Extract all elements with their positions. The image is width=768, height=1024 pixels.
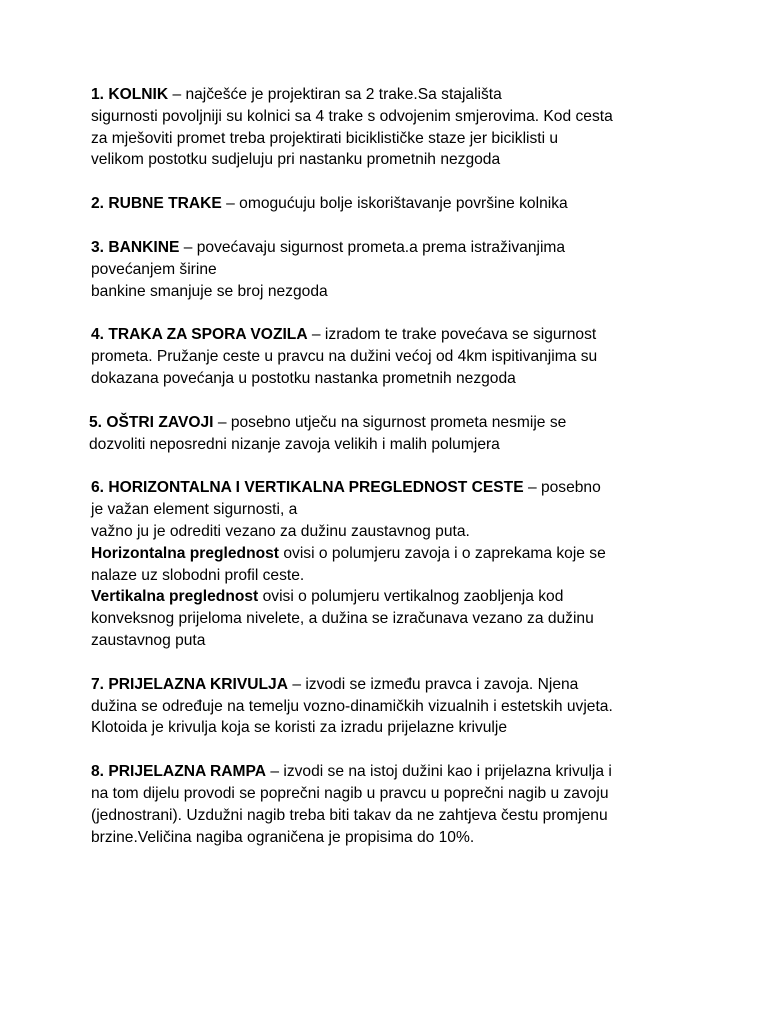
text-line bbox=[89, 412, 718, 434]
bold-run: 8. PRIJELAZNA RAMPA bbox=[91, 763, 267, 781]
text-line bbox=[91, 237, 718, 259]
text-run: ovisi o polumjeru vertikalnog zaobljenja kod bbox=[258, 588, 564, 606]
text-run: – posebno bbox=[523, 479, 601, 497]
text-line bbox=[91, 805, 718, 827]
text-line bbox=[91, 149, 718, 171]
bold-run: 3. BANKINE bbox=[91, 238, 180, 256]
text-run: Klotoida je krivulja koja se koristi za izradu prijelazne krivulje bbox=[91, 719, 508, 737]
text-line bbox=[91, 106, 718, 128]
text-run: sigurnosti povoljniji su kolnici sa 4 trake s odvojenim smjerovima. Kod cesta bbox=[91, 107, 613, 125]
text-line bbox=[91, 521, 718, 543]
bold-run: 7. PRIJELAZNA KRIVULJA bbox=[91, 675, 288, 693]
text-run: – povećavaju sigurnost prometa.a prema istraživanjima bbox=[179, 238, 566, 256]
text-run: velikom postotku sudjeluju pri nastanku prometnih nezgoda bbox=[91, 151, 501, 169]
text-line bbox=[91, 84, 718, 106]
bold-run: 4. TRAKA ZA SPORA VOZILA bbox=[91, 326, 308, 344]
text-line bbox=[91, 717, 718, 739]
text-line bbox=[91, 696, 718, 718]
text-run: (jednostrani). Uzdužni nagib treba biti takav da ne zahtjeva čestu promjenu bbox=[91, 806, 608, 824]
text-run: konveksnog prijeloma nivelete, a dužina se izračunava vezano za dužinu bbox=[91, 610, 594, 628]
text-line bbox=[91, 565, 718, 587]
text-line bbox=[91, 499, 718, 521]
section-1 bbox=[91, 84, 718, 171]
text-run: – izradom te trake povećava se sigurnost bbox=[307, 326, 597, 344]
text-line bbox=[91, 477, 718, 499]
text-line bbox=[91, 761, 718, 783]
text-run: – najčešće je projektiran sa 2 trake.Sa stajališta bbox=[168, 86, 502, 103]
text-line bbox=[91, 128, 718, 150]
section-8 bbox=[91, 761, 718, 848]
text-line bbox=[91, 346, 718, 368]
text-run: za mješoviti promet treba projektirati biciklističke staze jer biciklisti u bbox=[91, 129, 559, 147]
text-run: dokazana povećanja u postotku nastanka prometnih nezgoda bbox=[91, 369, 516, 387]
text-run: bankine smanjuje se broj nezgoda bbox=[91, 282, 328, 300]
text-run: povećanjem širine bbox=[91, 260, 217, 278]
text-run: je važan element sigurnosti, a bbox=[91, 501, 298, 519]
text-line bbox=[91, 783, 718, 805]
section-3 bbox=[91, 237, 718, 302]
text-run: brzine.Veličina nagiba ograničena je propisima do 10%. bbox=[91, 828, 475, 846]
bold-run: 6. HORIZONTALNA I VERTIKALNA PREGLEDNOST CESTE bbox=[91, 479, 524, 497]
text-line bbox=[89, 434, 718, 456]
text-run: dužina se određuje na temelju vozno-dinamičkih vizualnih i estetskih uvjeta. bbox=[91, 697, 613, 715]
text-run: – omogućuju bolje iskorištavanje površine kolnika bbox=[221, 195, 568, 213]
text-line bbox=[91, 630, 718, 652]
bold-run: Vertikalna preglednost bbox=[91, 588, 259, 606]
text-line bbox=[91, 259, 718, 281]
text-line bbox=[91, 608, 718, 630]
text-line bbox=[91, 324, 718, 346]
text-line bbox=[91, 281, 718, 303]
text-run: zaustavnog puta bbox=[91, 631, 206, 649]
bold-run: 2. RUBNE TRAKE bbox=[91, 195, 222, 213]
section-6 bbox=[91, 477, 718, 651]
text-run: – izvodi se na istoj dužini kao i prijelazna krivulja i bbox=[266, 763, 612, 781]
bold-run: 1. KOLNIK bbox=[91, 86, 169, 103]
bold-run: 5. OŠTRI ZAVOJI bbox=[89, 413, 214, 431]
section-2 bbox=[91, 193, 718, 215]
text-run: – posebno utječu na sigurnost prometa nesmije se bbox=[213, 413, 567, 431]
text-run: na tom dijelu provodi se poprečni nagib u pravcu u poprečni nagib u zavoju bbox=[91, 784, 609, 802]
text-line bbox=[91, 543, 718, 565]
text-line bbox=[91, 586, 718, 608]
text-line bbox=[91, 674, 718, 696]
section-7 bbox=[91, 674, 718, 739]
text-run: nalaze uz slobodni profil ceste. bbox=[91, 566, 305, 584]
section-5 bbox=[89, 412, 718, 456]
text-run: – izvodi se između pravca i zavoja. Njena bbox=[287, 675, 579, 693]
text-line bbox=[91, 368, 718, 390]
text-run: prometa. Pružanje ceste u pravcu na dužini većoj od 4km ispitivanjima su bbox=[91, 348, 598, 366]
text-run: dozvoliti neposredni nizanje zavoja velikih i malih polumjera bbox=[89, 435, 500, 453]
text-run: važno ju je odrediti vezano za dužinu zaustavnog puta. bbox=[91, 522, 470, 540]
text-line bbox=[91, 193, 718, 215]
text-line bbox=[91, 827, 718, 849]
bold-run: Horizontalna preglednost bbox=[91, 544, 280, 562]
section-4 bbox=[91, 324, 718, 389]
text-run: ovisi o polumjeru zavoja i o zaprekama koje se bbox=[279, 544, 606, 562]
